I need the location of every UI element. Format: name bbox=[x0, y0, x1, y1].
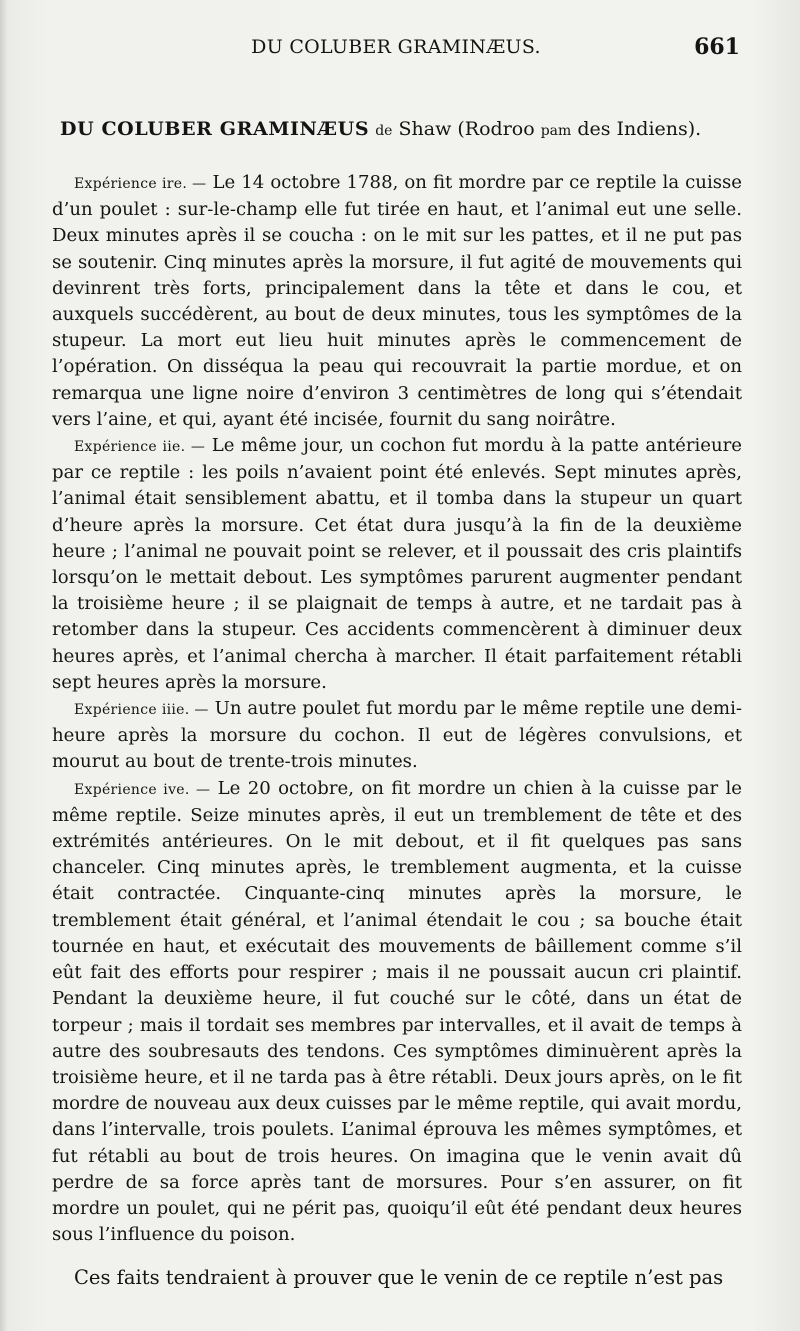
experience-text: Le même jour, un cochon fut mordu à la patte antérieure par ce reptile : les poils n’avaient point été enlevés. Sept minutes après, l’animal était sensiblement abattu, et il tomba dans la stupeur un quart d’heure après la morsure. Cet état dura jusqu’à la fin de la deuxième heure ; l’animal ne pouvait point se relever, et il poussait des cris plaintifs lorsqu’on le mettait debout. Les symptômes parurent augmenter pendant la troisième heure ; il se plaignait de temps à autre, et ne tardait pas à retomber dans la stupeur. Ces accidents commencèrent à diminuer deux heures après, et l’animal chercha à marcher. Il était parfaitement rétabli sept heures après la morsure. bbox=[52, 435, 742, 693]
section-title-rodroo: Rodroo bbox=[464, 118, 535, 140]
experience-label: Expérience ire. — bbox=[74, 176, 207, 192]
section-title-main: DU COLUBER GRAMINÆUS bbox=[60, 118, 370, 140]
experience-text: Le 20 octobre, on fit mordre un chien à la cuisse par le même reptile. Seize minutes après, il eut un tremblement de tête et des extrémités antérieures. On le mit debout, et il fit quelques pas sans chanceler. Cinq minutes après, le tremblement augmenta, et la cuisse était contractée. Cinquante-cinq minutes après la morsure, le tremblement était général, et l’animal étendait le cou ; sa bouche était tournée en haut, et exécutait des mouvements de bâillement comme s’il eût fait des efforts pour respirer ; mais il ne poussait aucun cri plaintif. Pendant la deuxième heure, il fut couché sur le côté, dans un état de torpeur ; mais il tordait ses membres par intervalles, et il avait de temps à autre des soubresauts des tendons. Ces symptômes diminuèrent après la troisième heure, et il ne tarda pas à être rétabli. Deux jours après, on le fit mordre de nouveau aux deux cuisses par le même reptile, qui avait mordu, dans l’intervalle, trois poulets. L’animal éprouva les mêmes symptômes, et fut rétabli au bout de trois heures. On imagina que le venin avait dû perdre de sa force après tant de morsures. Pour s’en assurer, on fit mordre un poulet, qui ne périt pas, quoiqu’il eût été pendant deux heures sous l’influence du poison. bbox=[52, 777, 742, 1246]
page-number: 661 bbox=[694, 34, 740, 60]
experience-paragraph bbox=[52, 170, 742, 433]
experience-text: Le 14 octobre 1788, on fit mordre par ce reptile la cuisse d’un poulet : sur-le-champ elle fut tirée en haut, et l’animal eut une selle. Deux minutes après il se coucha : on le mit sur les pattes, et il ne put pas se soutenir. Cinq minutes après la morsure, il fut agité de mouvements qui devinrent très forts, principalement dans la tête et dans le cou, et auxquels succédèrent, au bout de deux minutes, tous les symptômes de la stupeur. La mort eut lieu huit minutes après le commencement de l’opération. On disséqua la peau qui recouvrait la partie mordue, et on remarqua une ligne noire d’environ 3 centimètres de long qui s’étendait vers l’aine, et qui, ayant été incisée, fournit du sang noirâtre. bbox=[52, 172, 743, 430]
experience-paragraph bbox=[52, 433, 742, 696]
experience-label: Expérience ive. — bbox=[74, 781, 211, 798]
experience-label: Expérience iiie. — bbox=[74, 702, 209, 719]
section-title-tail: des Indiens). bbox=[571, 118, 702, 140]
experience-paragraph bbox=[52, 696, 742, 776]
running-title: DU COLUBER GRAMINÆUS. bbox=[251, 36, 541, 58]
experience-paragraph bbox=[52, 776, 742, 1249]
experience-label: Expérience iie. — bbox=[74, 439, 206, 456]
running-head bbox=[52, 36, 740, 64]
section-title-pam: pam bbox=[540, 123, 572, 139]
section-title bbox=[60, 118, 748, 140]
section-title-paren: ( bbox=[451, 118, 465, 140]
section-title-author: Shaw bbox=[398, 118, 452, 140]
closing-line: Ces faits tendraient à prouver que le venin de ce reptile n’est pas bbox=[74, 1266, 724, 1289]
experience-text: Un autre poulet fut mordu par le même reptile une demi-heure après la morsure du cochon. Il eut de légères convulsions, et mourut au bout de trente-trois minutes. bbox=[52, 698, 742, 773]
body-text bbox=[52, 170, 742, 1248]
section-title-de: de bbox=[375, 123, 393, 139]
